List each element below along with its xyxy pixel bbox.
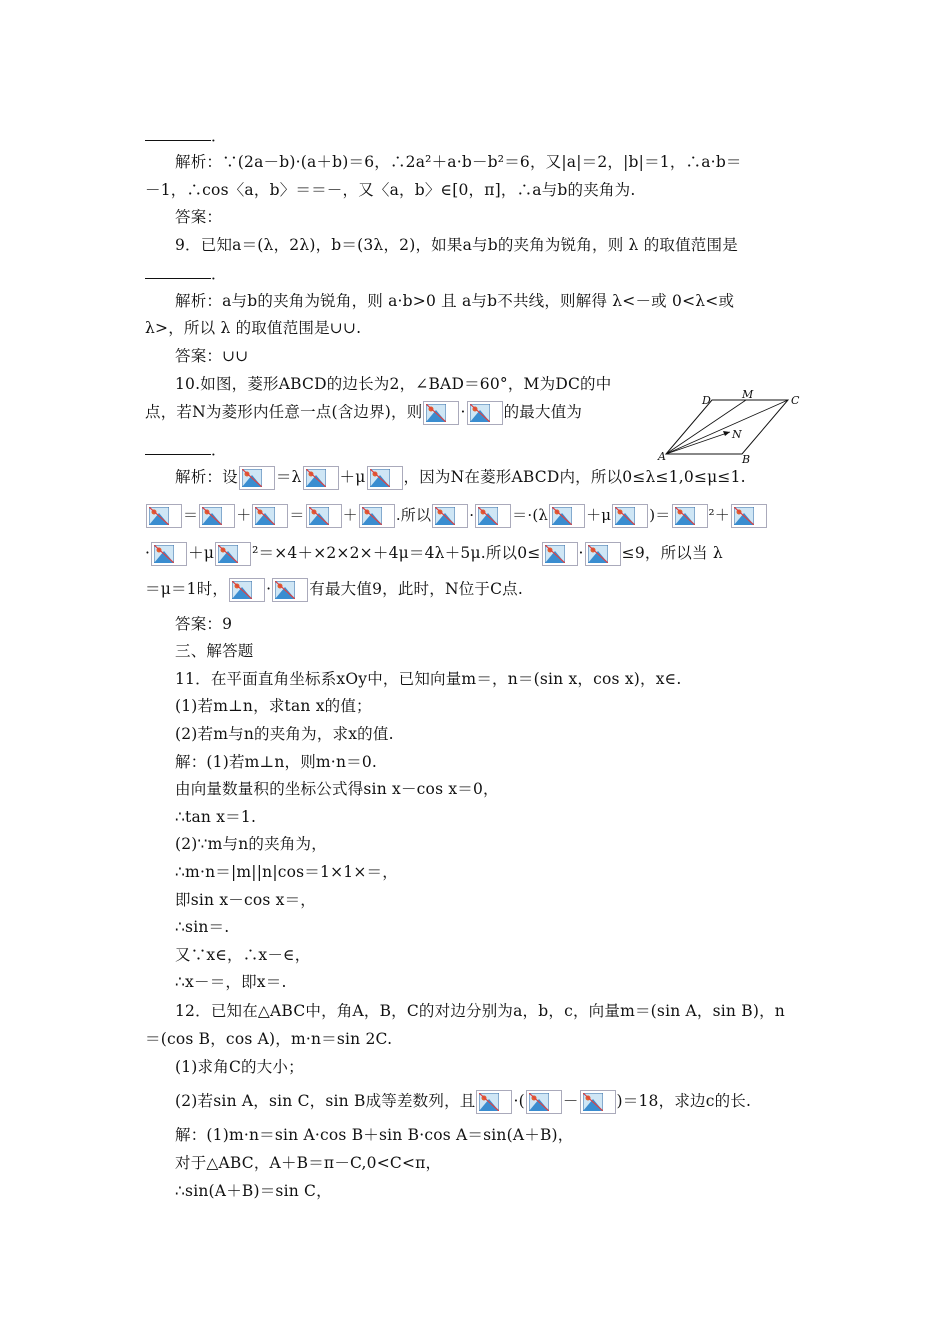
broken-image-icon — [239, 466, 275, 490]
rhombus-figure — [654, 388, 804, 468]
text-line: 答案：∪∪ — [175, 347, 249, 365]
broken-image-icon — [367, 466, 403, 490]
vector-am — [666, 400, 746, 454]
text-line: ∴sin＝. — [175, 918, 230, 936]
text-line: 即sin x－cos x＝， — [175, 891, 316, 909]
broken-image-icon — [526, 1090, 562, 1114]
text-line: (2)若m与n的夹角为，求x的值. — [175, 725, 394, 743]
label-m: M — [742, 388, 754, 401]
broken-image-icon — [252, 504, 288, 528]
text-line: ＝μ＝1时， · 有最大值9，此时，N位于C点. — [145, 578, 523, 602]
broken-image-icon — [672, 504, 708, 528]
label-d: D — [702, 394, 711, 407]
text-line: 对于△ABC，A＋B＝π－C,0<C<π， — [175, 1154, 442, 1172]
text-line: 解析：a与b的夹角为锐角，则 a·b>0 且 a与b不共线，则解得 λ<－或 0<λ<或 — [175, 292, 735, 310]
text-line: (2)若sin A，sin C，sin B成等差数列，且 ·( － )＝18，求边c的长. — [175, 1090, 751, 1114]
question-11: 11．在平面直角坐标系xOy中，已知向量m＝，n＝(sin x，cos x)，x∈. — [175, 670, 682, 688]
vector-ac — [666, 400, 788, 454]
text-line: · ＋μ ²＝×4＋×2×2×＋4μ＝4λ＋5μ.所以0≤ · ≤9，所以当 λ — [145, 542, 723, 566]
label-n: N — [732, 428, 742, 441]
text-line: 解析：∵(2a－b)·(a＋b)＝6，∴2a²＋a·b－b²＝6，又|a|＝2，|b|＝1，∴a·b＝ — [175, 153, 742, 171]
section-heading: 三、解答题 — [175, 642, 254, 660]
text-line: 解析：设 ＝λ ＋μ ，因为N在菱形ABCD内，所以0≤λ≤1,0≤μ≤1. — [175, 466, 746, 490]
broken-image-icon — [215, 542, 251, 566]
broken-image-icon — [229, 578, 265, 602]
question-12: 12．已知在△ABC中，角A，B，C的对边分别为a，b，c，向量m＝(sin A，sin B)，n — [175, 1002, 785, 1020]
text-line: λ>，所以 λ 的取值范围是∪∪. — [145, 319, 362, 337]
text-line: (1)求角C的大小； — [175, 1058, 304, 1076]
answer-blank-line: ． — [145, 440, 227, 460]
broken-image-icon — [585, 542, 621, 566]
broken-image-icon — [467, 401, 503, 425]
answer-blank-line: ． — [145, 126, 227, 146]
broken-image-icon — [731, 504, 767, 528]
text-line: 点，若N为菱形内任意一点(含边界)，则 · 的最大值为 — [145, 401, 582, 425]
text-line: ∴sin(A＋B)＝sin C， — [175, 1182, 332, 1200]
question-9: 9．已知a＝(λ，2λ)，b＝(3λ，2)，如果a与b的夹角为锐角，则 λ 的取值范围是 — [175, 236, 738, 254]
text-line: (1)若m⊥n，求tan x的值； — [175, 697, 372, 715]
answer-blank-line: ． — [145, 264, 227, 284]
text-line: ∴x－＝，即x＝. — [175, 973, 287, 991]
broken-image-icon — [423, 401, 459, 425]
text-line: ∴tan x＝1. — [175, 808, 257, 826]
question-10: 10.如图，菱形ABCD的边长为2，∠BAD＝60°，M为DC的中 — [175, 375, 612, 393]
text-line: 答案：9 — [175, 615, 233, 633]
text-line: 答案： — [175, 208, 223, 226]
broken-image-icon — [612, 504, 648, 528]
text-line: ∴m·n＝|m||n|cos＝1×1×＝， — [175, 863, 398, 881]
broken-image-icon — [146, 504, 182, 528]
broken-image-icon — [359, 504, 395, 528]
text-line: (2)∵m与n的夹角为， — [175, 835, 327, 853]
broken-image-icon — [542, 542, 578, 566]
text-line: ＝(cos B，cos A)，m·n＝sin 2C. — [145, 1030, 393, 1048]
broken-image-icon — [199, 504, 235, 528]
broken-image-icon — [303, 466, 339, 490]
text-line: 解：(1)m·n＝sin A·cos B＋sin B·cos A＝sin(A＋B)， — [175, 1126, 574, 1144]
answer-blank — [145, 440, 211, 455]
answer-blank — [145, 264, 211, 279]
broken-image-icon — [476, 1090, 512, 1114]
broken-image-icon — [549, 504, 585, 528]
text-line: 由向量数量积的坐标公式得sin x－cos x＝0， — [175, 780, 499, 798]
answer-blank — [145, 126, 211, 141]
broken-image-icon — [580, 1090, 616, 1114]
broken-image-icon — [272, 578, 308, 602]
label-b: B — [742, 453, 751, 466]
text-line: 又∵x∈，∴x－∈， — [175, 946, 311, 964]
broken-image-icon — [151, 542, 187, 566]
arrow-head — [723, 431, 730, 436]
text-line: 解：(1)若m⊥n，则m·n＝0. — [175, 753, 378, 771]
text-line: ＝ ＋ ＝ ＋ .所以 · ＝·(λ ＋μ )＝ ²＋ — [145, 504, 768, 528]
broken-image-icon — [306, 504, 342, 528]
broken-image-icon — [475, 504, 511, 528]
broken-image-icon — [432, 504, 468, 528]
text-line: －1，∴cos〈a，b〉＝＝－，又〈a，b〉∈[0，π]，∴a与b的夹角为. — [145, 181, 636, 199]
label-a: A — [658, 450, 666, 463]
label-c: C — [791, 394, 800, 407]
